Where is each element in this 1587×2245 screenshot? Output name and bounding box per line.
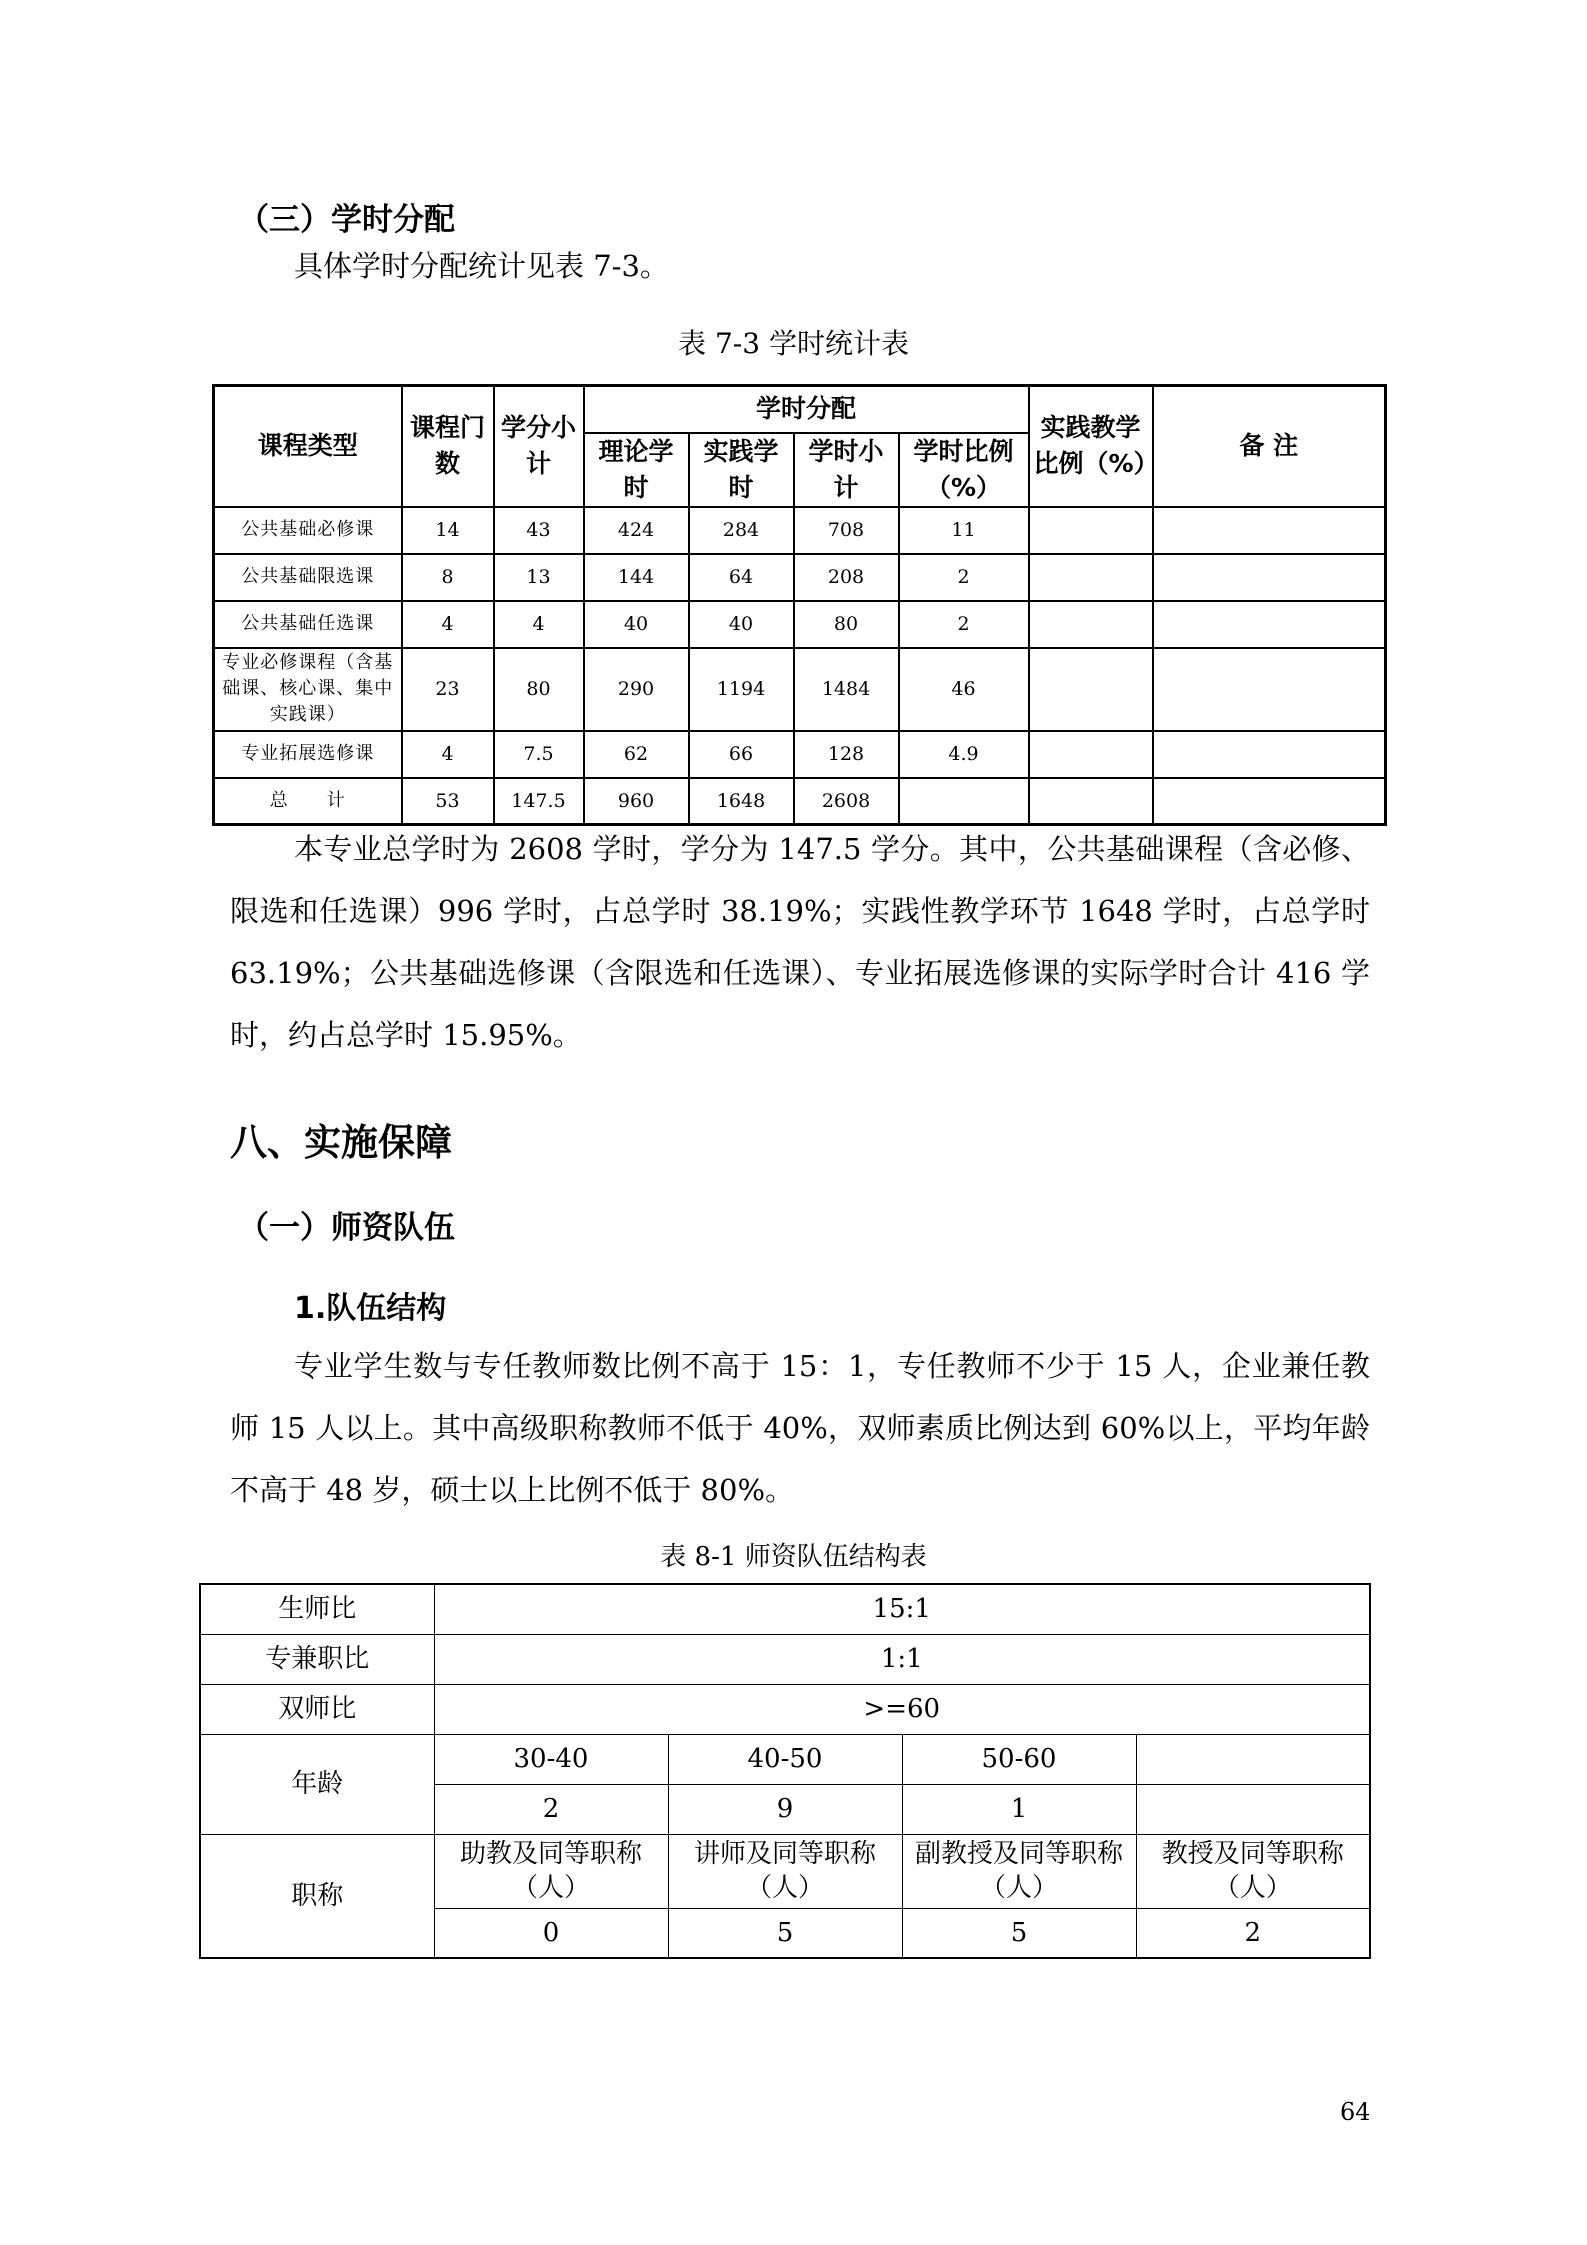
- row-remarks: [1153, 507, 1386, 554]
- title-count: 2: [1136, 1908, 1370, 1958]
- team-structure-paragraph: 专业学生数与专任教师数比例不高于 15：1，专任教师不少于 15 人，企业兼任教师 15 人以上。其中高级职称教师不低于 40%，双师素质比例达到 60%以上，平均年龄不高于 48 岁，硕士以上比例不低于 80%。: [230, 1349, 1370, 1507]
- row-ratio: 46: [899, 648, 1029, 731]
- table-row: [214, 601, 1386, 648]
- row-practice: 66: [689, 731, 794, 778]
- age-range: 40-50: [668, 1734, 902, 1784]
- row-subtotal: 208: [794, 554, 899, 601]
- row-ratio: 2: [899, 601, 1029, 648]
- row-ratio: 2: [899, 554, 1029, 601]
- row-course-type: 总 计: [214, 778, 402, 825]
- header-hours-ratio: 学时比例（%）: [899, 433, 1029, 507]
- row-theory: 62: [584, 731, 689, 778]
- student-teacher-ratio-label: 生师比: [200, 1584, 434, 1634]
- row-count: 14: [402, 507, 494, 554]
- row-practice: 1194: [689, 648, 794, 731]
- title-category: 副教授及同等职称（人）: [902, 1834, 1136, 1908]
- row-subtotal: 2608: [794, 778, 899, 825]
- row-practice: 1648: [689, 778, 794, 825]
- row-practice-ratio: [1029, 648, 1153, 731]
- row-practice: 40: [689, 601, 794, 648]
- fulltime-parttime-ratio-label: 专兼职比: [200, 1634, 434, 1684]
- age-range: [1136, 1734, 1370, 1784]
- row-course-type: 公共基础必修课: [214, 507, 402, 554]
- row-subtotal: 80: [794, 601, 899, 648]
- age-range: 50-60: [902, 1734, 1136, 1784]
- row-subtotal: 1484: [794, 648, 899, 731]
- section-intro: 具体学时分配统计见表 7-3。: [294, 249, 669, 283]
- age-count: [1136, 1784, 1370, 1834]
- age-label: 年龄: [200, 1734, 434, 1834]
- row-count: 23: [402, 648, 494, 731]
- hours-summary-paragraph: 本专业总学时为 2608 学时，学分为 147.5 学分。其中，公共基础课程（含必修、限选和任选课）996 学时，占总学时 38.19%；实践性教学环节 1648 学时，占总学时 63.19%；公共基础选修课（含限选和任选课）、专业拓展选修课的实际学时合计 416 学时，约占总学时 15.95%。: [230, 832, 1370, 1052]
- row-ratio: 11: [899, 507, 1029, 554]
- title-count: 5: [668, 1908, 902, 1958]
- header-practice-ratio: 实践教学比例（%）: [1029, 386, 1153, 507]
- header-theory-hours: 理论学时: [584, 433, 689, 507]
- row-credits: 4: [494, 601, 584, 648]
- row-practice: 64: [689, 554, 794, 601]
- table-row: [200, 1834, 1370, 1908]
- row-practice-ratio: [1029, 507, 1153, 554]
- header-hours-subtotal: 学时小计: [794, 433, 899, 507]
- table-row: [214, 554, 1386, 601]
- row-course-type: 公共基础任选课: [214, 601, 402, 648]
- section-heading-faculty: （一）师资队伍: [238, 1210, 455, 1246]
- table-row: [214, 507, 1386, 554]
- row-count: 4: [402, 601, 494, 648]
- student-teacher-ratio-value: 15:1: [434, 1584, 1370, 1634]
- title-category: 讲师及同等职称（人）: [668, 1834, 902, 1908]
- row-course-type: 专业必修课程（含基础课、核心课、集中实践课）: [214, 648, 402, 731]
- table-row: [214, 731, 1386, 778]
- header-course-count: 课程门数: [402, 386, 494, 507]
- age-count: 9: [668, 1784, 902, 1834]
- subsection-heading-team-structure: 1.队伍结构: [294, 1291, 447, 1326]
- row-course-type: 公共基础限选课: [214, 554, 402, 601]
- table-row: [200, 1584, 1370, 1634]
- row-subtotal: 128: [794, 731, 899, 778]
- table-row: [200, 1734, 1370, 1784]
- fulltime-parttime-ratio-value: 1:1: [434, 1634, 1370, 1684]
- table-row: [200, 1634, 1370, 1684]
- row-theory: 290: [584, 648, 689, 731]
- header-credits: 学分小计: [494, 386, 584, 507]
- row-remarks: [1153, 648, 1386, 731]
- row-practice-ratio: [1029, 554, 1153, 601]
- title-count: 5: [902, 1908, 1136, 1958]
- page-number: 64: [1340, 2098, 1371, 2126]
- age-range: 30-40: [434, 1734, 668, 1784]
- row-practice-ratio: [1029, 601, 1153, 648]
- header-hours-allocation: 学时分配: [584, 386, 1029, 433]
- row-practice-ratio: [1029, 731, 1153, 778]
- row-remarks: [1153, 554, 1386, 601]
- table-8-1-caption: 表 8-1 师资队伍结构表: [660, 1542, 927, 1572]
- header-remarks: 备 注: [1153, 386, 1386, 507]
- section-heading-hours-allocation: （三）学时分配: [238, 202, 455, 238]
- row-remarks: [1153, 731, 1386, 778]
- dual-qualified-ratio-label: 双师比: [200, 1684, 434, 1734]
- row-remarks: [1153, 601, 1386, 648]
- row-count: 53: [402, 778, 494, 825]
- title-count: 0: [434, 1908, 668, 1958]
- row-theory: 144: [584, 554, 689, 601]
- dual-qualified-ratio-value: >=60: [434, 1684, 1370, 1734]
- hours-statistics-table: [212, 384, 1387, 826]
- faculty-structure-table: [199, 1583, 1371, 1959]
- table-row: [214, 648, 1386, 731]
- table-row: [200, 1684, 1370, 1734]
- row-credits: 147.5: [494, 778, 584, 825]
- title-category: 教授及同等职称（人）: [1136, 1834, 1370, 1908]
- row-ratio: 4.9: [899, 731, 1029, 778]
- row-practice: 284: [689, 507, 794, 554]
- row-count: 8: [402, 554, 494, 601]
- header-course-type: 课程类型: [214, 386, 402, 507]
- row-theory: 40: [584, 601, 689, 648]
- row-credits: 13: [494, 554, 584, 601]
- title-label: 职称: [200, 1834, 434, 1958]
- chapter-heading-implementation: 八、实施保障: [230, 1121, 452, 1164]
- row-credits: 7.5: [494, 731, 584, 778]
- row-theory: 424: [584, 507, 689, 554]
- row-count: 4: [402, 731, 494, 778]
- row-credits: 80: [494, 648, 584, 731]
- header-practice-hours: 实践学时: [689, 433, 794, 507]
- age-count: 2: [434, 1784, 668, 1834]
- age-count: 1: [902, 1784, 1136, 1834]
- table-7-3-caption: 表 7-3 学时统计表: [678, 327, 909, 360]
- row-subtotal: 708: [794, 507, 899, 554]
- row-course-type: 专业拓展选修课: [214, 731, 402, 778]
- title-category: 助教及同等职称（人）: [434, 1834, 668, 1908]
- row-theory: 960: [584, 778, 689, 825]
- row-credits: 43: [494, 507, 584, 554]
